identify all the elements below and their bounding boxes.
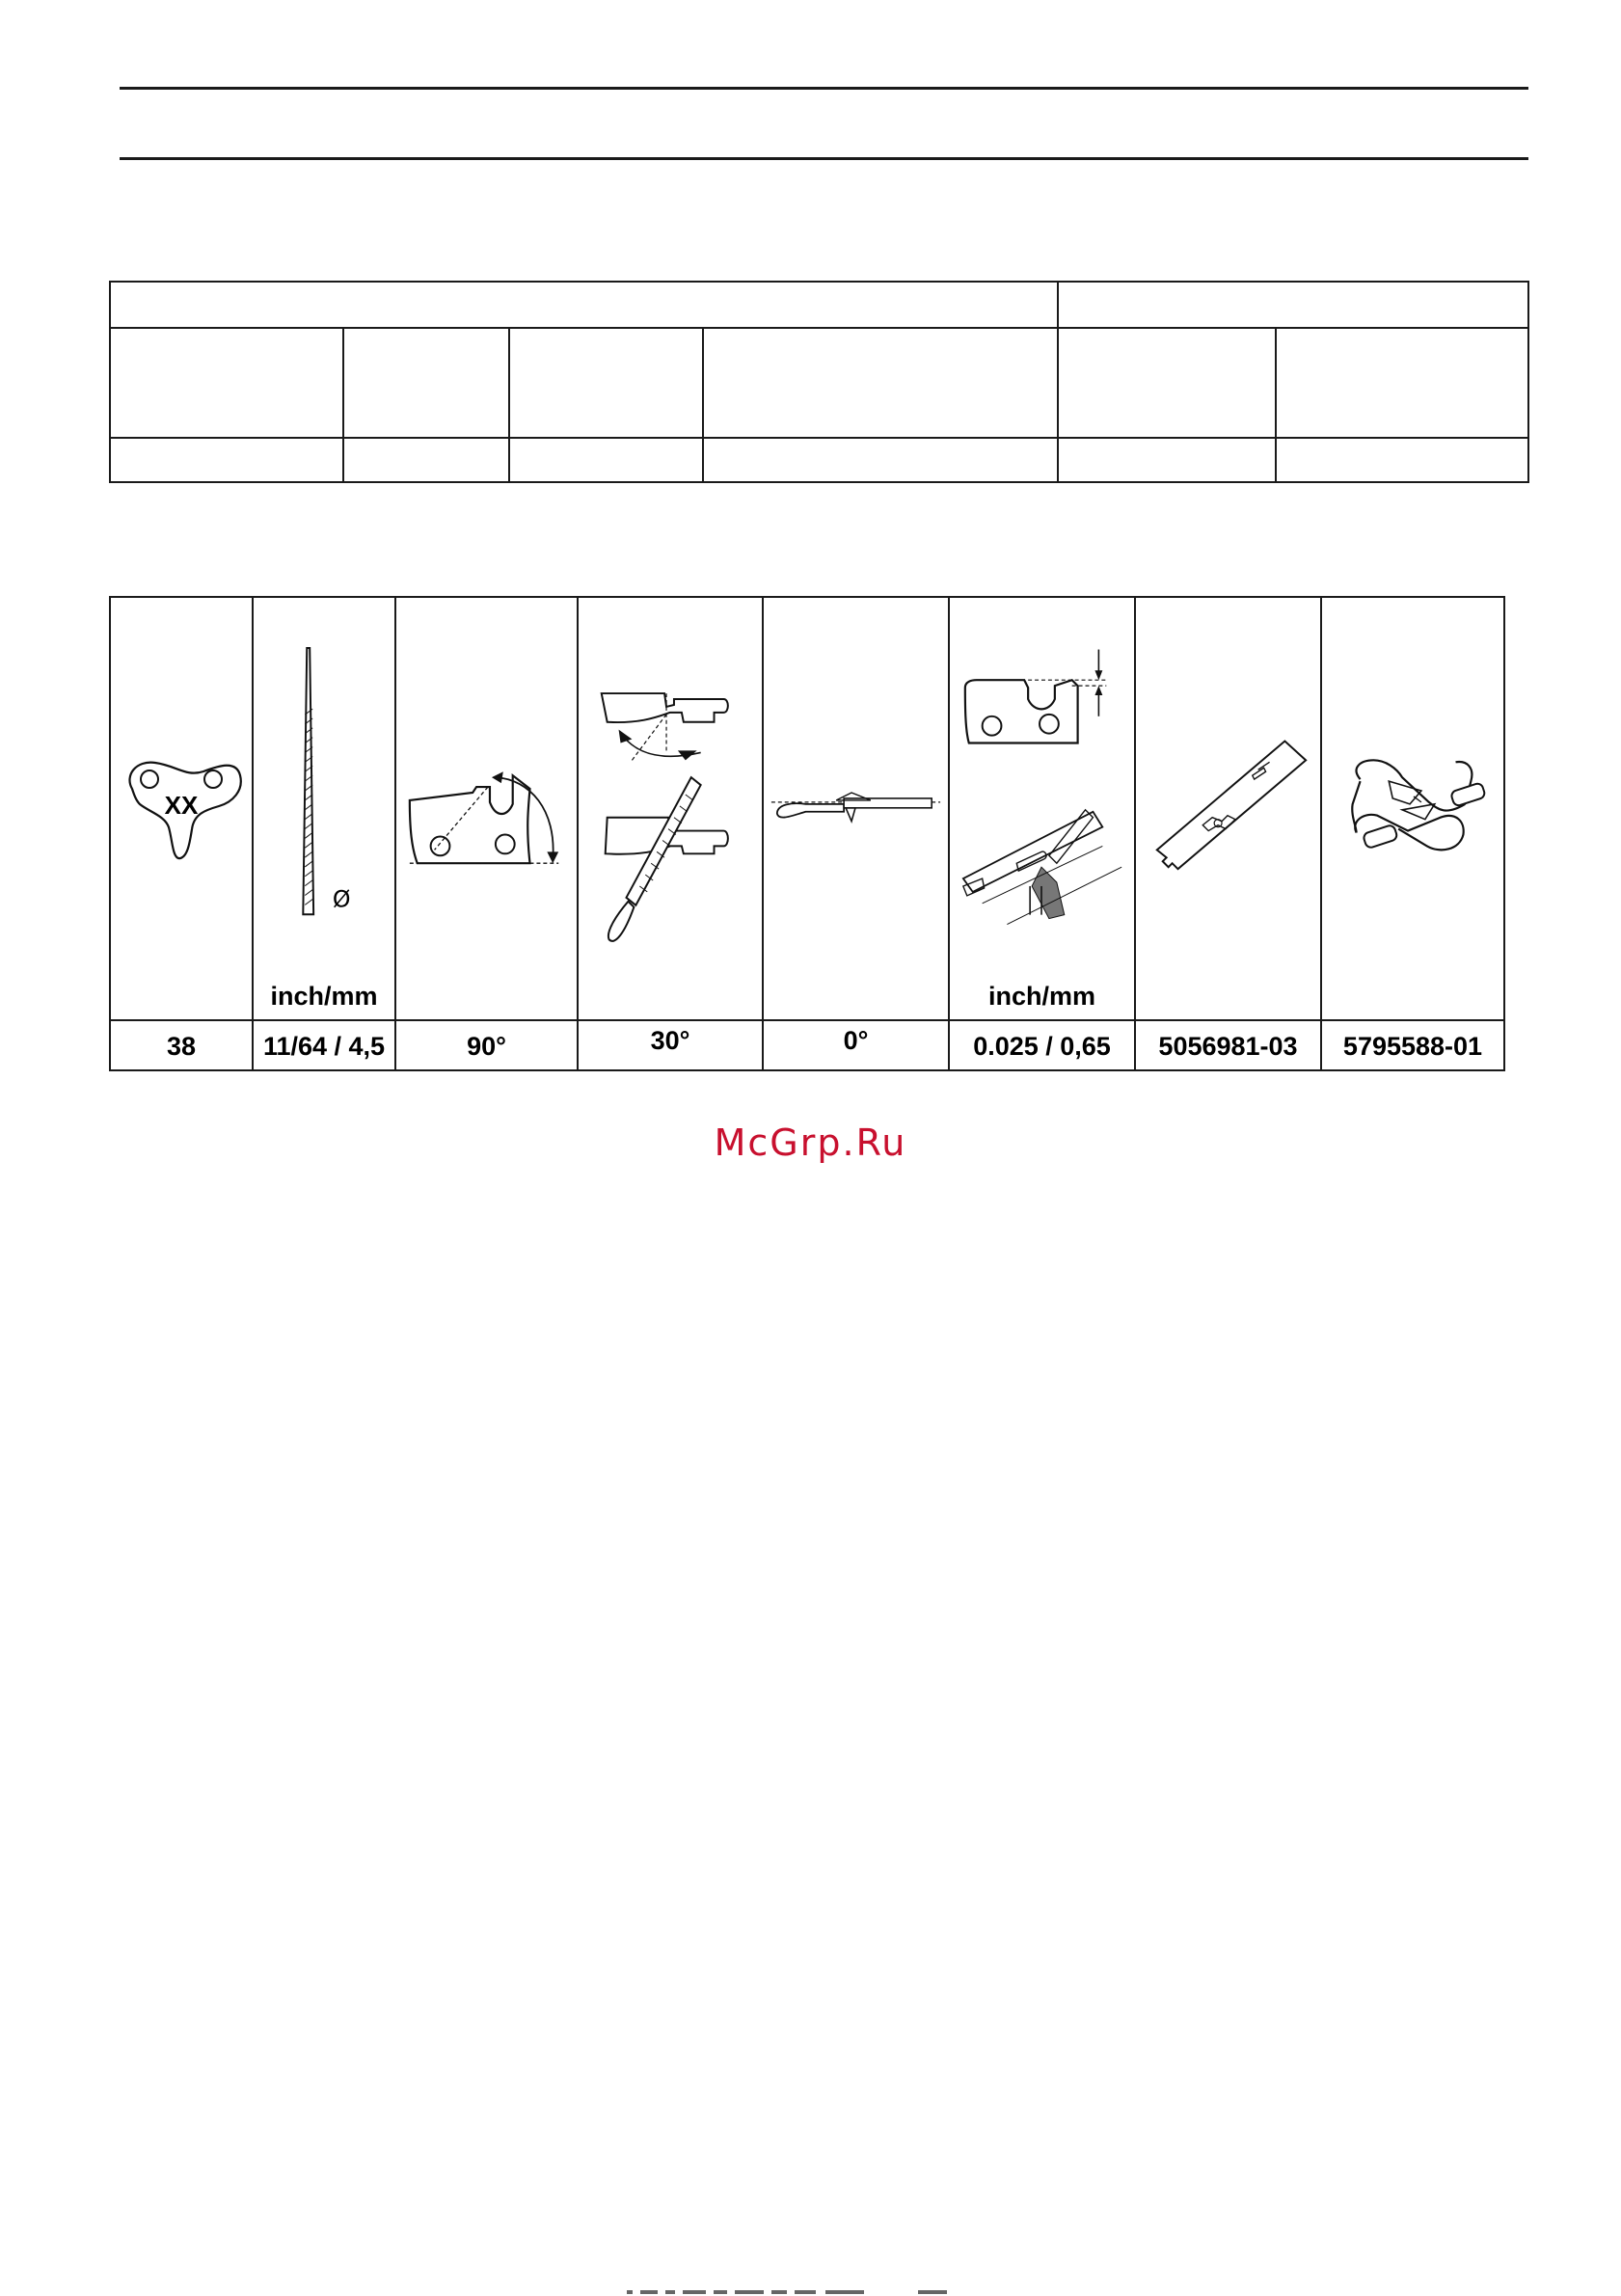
col-chain-type xyxy=(111,598,252,1069)
file-holder-part-value: 5056981-03 xyxy=(1158,1032,1298,1061)
col-tilt-angle xyxy=(762,598,948,1069)
col-file-diameter xyxy=(252,598,394,1069)
tilt-angle-value: 0° xyxy=(843,1026,869,1055)
file-gauge-plate-icon xyxy=(1136,598,1320,984)
depth-gauge-diagram xyxy=(950,598,1134,984)
spec-col-divider xyxy=(1057,327,1059,483)
depth-gauge-unit-label: inch/mm xyxy=(987,982,1096,1011)
spec-col-divider xyxy=(702,327,704,483)
col-top-plate-angle xyxy=(394,598,577,1069)
diameter-symbol: Ø xyxy=(332,885,351,913)
file-unit-label: inch/mm xyxy=(270,982,378,1011)
spec-row-rule xyxy=(111,437,1527,439)
col-depth-gauge-tool-part xyxy=(1320,598,1503,1069)
spec-header-divider xyxy=(1057,283,1059,328)
sharpening-angle-diagram xyxy=(579,598,762,984)
col-depth-gauge-setting xyxy=(948,598,1134,1069)
round-file-icon xyxy=(254,598,394,984)
col-file-holder-part xyxy=(1134,598,1320,1069)
spec-col-divider xyxy=(508,327,510,483)
depth-gauge-setting-value: 0.025 / 0,65 xyxy=(973,1032,1111,1061)
spec-header-rule xyxy=(111,327,1527,329)
filing-gauge-tool-icon xyxy=(1322,598,1503,984)
col-sharpening-angle xyxy=(577,598,762,1069)
bar-chain-spec-table xyxy=(109,281,1529,483)
sharpening-angle-value: 30° xyxy=(650,1026,690,1055)
file-tilt-diagram xyxy=(764,598,948,984)
spec-col-divider xyxy=(1275,327,1277,483)
header-rule-bottom xyxy=(120,157,1528,160)
header-rule-top xyxy=(120,87,1528,90)
chain-type-value: 38 xyxy=(166,1032,197,1061)
sharpening-data-table xyxy=(109,596,1505,1071)
file-diameter-value: 11/64 / 4,5 xyxy=(262,1032,386,1061)
top-plate-angle-value: 90° xyxy=(467,1032,506,1061)
scan-artifact-strip xyxy=(0,2287,1621,2296)
drive-link-icon xyxy=(111,598,252,984)
top-plate-angle-diagram xyxy=(396,598,577,984)
spec-col-divider xyxy=(342,327,344,483)
xx-label: XX xyxy=(164,791,199,820)
depth-gauge-tool-part-value: 5795588-01 xyxy=(1342,1032,1483,1061)
watermark: McGrp.Ru xyxy=(714,1121,907,1164)
